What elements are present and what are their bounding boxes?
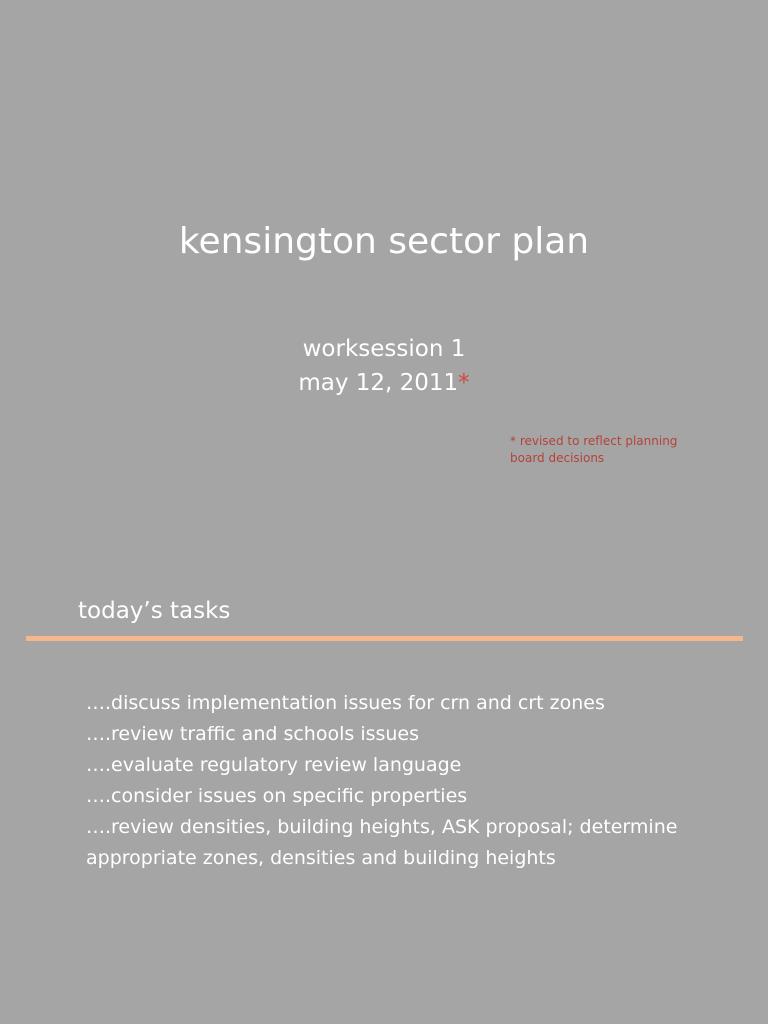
task-item: ….review traffic and schools issues bbox=[86, 723, 420, 745]
task-item: ….evaluate regulatory review language bbox=[86, 754, 462, 776]
session-date: may 12, 2011 bbox=[298, 370, 459, 396]
task-item: ….discuss implementation issues for crn and crt zones bbox=[86, 692, 605, 714]
task-item: ….consider issues on specific properties bbox=[86, 785, 468, 807]
section-divider bbox=[26, 636, 743, 641]
revision-note bbox=[510, 433, 740, 467]
revision-note-line-2: board decisions bbox=[510, 451, 605, 465]
session-date-line bbox=[0, 366, 768, 400]
worksession-label: worksession 1 bbox=[302, 336, 466, 362]
task-list bbox=[86, 688, 746, 874]
slide-title: kensington sector plan bbox=[178, 221, 590, 262]
revision-asterisk: * bbox=[458, 370, 470, 396]
slide-subtitle bbox=[0, 332, 768, 400]
section-heading: today’s tasks bbox=[78, 598, 231, 624]
task-item: ….review densities, building heights, ASK proposal; determine appropriate zones, densities and building heights bbox=[86, 816, 678, 869]
revision-note-line-1: * revised to reflect planning bbox=[510, 434, 678, 448]
